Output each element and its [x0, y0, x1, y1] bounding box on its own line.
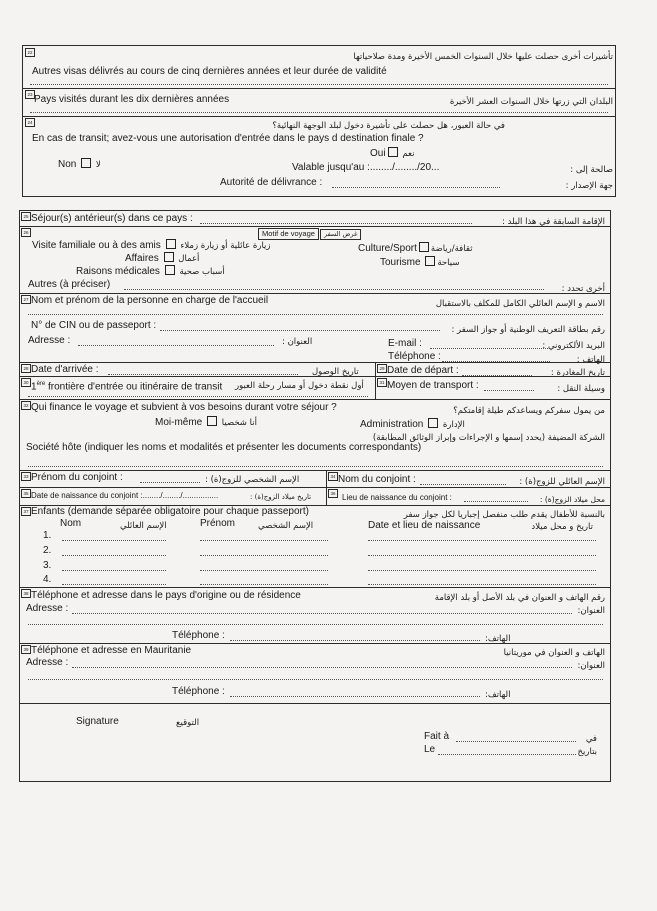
transit-question-fr: En cas de transit; avez-vous une autorisation d'entrée dans le pays d destination finale ?	[32, 133, 424, 144]
home-address-label-ar: العنوان:	[577, 606, 605, 616]
host-email-field[interactable]	[430, 348, 548, 349]
section-number-26: 26	[21, 228, 31, 237]
tourism-checkbox[interactable]	[425, 256, 435, 266]
mauritania-contact-label-ar: الهاتف و العنوان في موريتانيا	[503, 648, 605, 658]
home-address-label-fr: Adresse :	[26, 603, 69, 614]
children-col-birth-ar: تاريخ و محل ميلاد	[531, 522, 593, 532]
business-option[interactable]	[125, 252, 199, 265]
section-number-36: 36	[328, 489, 338, 498]
mauritania-phone-label-ar: الهاتف:	[485, 690, 511, 700]
valid-until-field[interactable]: Valable jusqu'au :......../......../20...	[292, 162, 440, 173]
signed-at-label-fr: Fait à	[424, 731, 450, 742]
travel-purpose-header-ar: غرض السفر	[320, 229, 361, 240]
section-number-29: 29	[377, 364, 387, 373]
home-contact-label-ar: رقم الهاتف و العنوان في بلد الأصل أو بلد الإقامة	[434, 593, 605, 603]
child-firstname-field[interactable]	[200, 555, 328, 556]
children-label-ar: بالنسبة للأطفال يقدم طلب منفصل إجباريا لكل جواز سفر	[403, 510, 605, 520]
host-name-field[interactable]	[28, 314, 603, 315]
valid-until-label-ar: صالحة إلى :	[570, 165, 613, 175]
child-name-field[interactable]	[62, 570, 166, 571]
tourism-label-ar: سياحة	[437, 258, 460, 268]
section-number-39: 39	[21, 645, 31, 654]
spouse-firstname-field[interactable]	[140, 482, 200, 483]
administration-label: Administration	[360, 419, 424, 430]
host-address-label-ar: العنوان :	[282, 337, 313, 347]
home-address-field[interactable]	[72, 613, 572, 614]
entry-border-label-fr	[31, 378, 222, 393]
child-firstname-field[interactable]	[200, 540, 328, 541]
funding-question-ar: من يمول سفركم ويساعدكم طيلة إقامتكم؟	[453, 406, 605, 416]
section-number-37: 37	[21, 507, 31, 516]
signed-at-field[interactable]	[456, 741, 576, 742]
home-phone-label-ar: الهاتف:	[485, 634, 511, 644]
culture-sport-label: Culture/Sport	[358, 243, 417, 254]
children-col-prenom-ar: الإسم الشخصي	[258, 521, 314, 531]
section-number-30: 30	[21, 378, 31, 387]
children-label-fr: Enfants (demande séparée obligatoire pour chaque passeport)	[31, 506, 309, 517]
section-number-32: 32	[21, 401, 31, 410]
countries-visited-label-ar: البلدان التي زرتها خلال السنوات العشر الأخيرة	[449, 97, 613, 107]
entry-border-label-text: frontière d'entrée ou itinéraire de transit	[45, 381, 223, 393]
child-row-number: 4.	[43, 574, 52, 585]
other-purpose-field[interactable]	[124, 289, 544, 290]
family-visit-label: Visite familiale ou à des amis	[32, 240, 161, 251]
section-number-23: 23	[25, 90, 35, 99]
signed-at-label-ar: في	[585, 734, 597, 744]
host-address-field[interactable]	[78, 345, 274, 346]
section-number-28: 28	[21, 364, 31, 373]
child-name-field[interactable]	[62, 555, 166, 556]
issuing-authority-field[interactable]	[332, 187, 500, 188]
signed-date-label-fr: Le	[424, 744, 436, 755]
administration-label-ar: الإدارة	[442, 420, 465, 430]
children-col-nom-ar: الإسم العائلي	[120, 521, 167, 531]
medical-checkbox[interactable]	[165, 265, 175, 275]
family-visit-option[interactable]	[32, 239, 271, 252]
administration-option[interactable]	[360, 418, 465, 431]
transit-no-label-ar: لا	[95, 160, 101, 170]
spouse-lastname-label-ar: الإسم العائلي للزوج(ة) :	[519, 477, 605, 487]
transit-no-checkbox[interactable]	[81, 158, 91, 168]
host-company-label-fr: Société hôte (indiquer les noms et modalités et présenter les documents correspondants)	[26, 442, 422, 453]
spouse-birthplace-label-ar: محل ميلاد الزوج(ة) :	[539, 495, 605, 504]
medical-option[interactable]	[76, 265, 225, 278]
child-row-number: 1.	[43, 530, 52, 541]
transit-yes-label-ar: نعم	[402, 149, 415, 159]
spouse-lastname-field[interactable]	[420, 484, 506, 485]
spouse-firstname-label-ar: الإسم الشخصي للزوج(ة) :	[205, 475, 300, 485]
mauritania-contact-label-fr: Téléphone et adresse en Mauritanie	[31, 645, 192, 656]
children-col-nom: Nom	[60, 518, 82, 529]
host-id-label-ar: رقم بطاقة التعريف الوطنية أو جواز السفر :	[451, 325, 605, 335]
signed-date-field[interactable]	[438, 754, 576, 755]
child-name-field[interactable]	[62, 540, 166, 541]
host-name-label-fr: Nom et prénom de la personne en charge de l'accueil	[31, 295, 269, 306]
spouse-birthplace-field[interactable]	[464, 501, 528, 502]
spouse-birthdate-label-ar: تاريخ ميلاد الزوج(ة) :	[250, 493, 312, 501]
self-funded-checkbox[interactable]	[207, 416, 217, 426]
child-birth-field[interactable]	[368, 584, 596, 585]
child-name-field[interactable]	[62, 584, 166, 585]
child-firstname-field[interactable]	[200, 584, 328, 585]
self-funded-label-ar: أنا شخصيا	[221, 418, 257, 428]
medical-label-ar: أسباب صحية	[179, 267, 225, 277]
other-visas-field[interactable]	[30, 84, 608, 85]
transport-label-fr: Moyen de transport :	[387, 380, 479, 391]
children-col-birth: Date et lieu de naissance	[368, 520, 481, 531]
section-number-25: 25	[21, 212, 31, 221]
transit-no-label: Non	[58, 159, 77, 170]
host-id-label-fr: N° de CIN ou de passeport :	[31, 320, 157, 331]
signed-date-label-ar: بتاريخ	[577, 747, 597, 757]
host-id-field[interactable]	[160, 330, 440, 331]
transport-field[interactable]	[484, 390, 534, 391]
spouse-firstname-label-fr: Prénom du conjoint :	[31, 472, 123, 483]
self-funded-option[interactable]	[155, 416, 257, 429]
family-visit-checkbox[interactable]	[166, 239, 176, 249]
home-address-field-2[interactable]	[28, 624, 603, 625]
section-number-38: 38	[21, 589, 31, 598]
entry-border-label-num: 1	[31, 381, 37, 393]
section-number-27: 27	[21, 295, 31, 304]
culture-sport-label-ar: ثقافة/رياضة	[430, 244, 473, 254]
transit-yes-checkbox[interactable]	[388, 147, 398, 157]
family-visit-label-ar: زيارة عائلية أو زيارة زملاء	[180, 241, 271, 251]
child-row-number: 2.	[43, 545, 52, 556]
host-company-field[interactable]	[28, 466, 603, 467]
host-phone-label-ar: الهاتف :	[576, 355, 605, 365]
entry-border-field[interactable]	[28, 396, 368, 397]
child-birth-field[interactable]	[368, 555, 596, 556]
culture-sport-option[interactable]	[358, 242, 473, 255]
section-number-34: 34	[328, 472, 338, 481]
host-name-label-ar: الاسم و الإسم العائلي الكامل للمكلف بالاستقبال	[435, 299, 605, 309]
arrival-date-label-fr: Date d'arrivée :	[31, 364, 99, 375]
section-number-33: 33	[21, 472, 31, 481]
arrival-date-label-ar: تاريخ الوصول	[312, 367, 359, 377]
transit-yes-option[interactable]	[370, 147, 414, 160]
tourism-label: Tourisme	[380, 257, 421, 268]
culture-sport-checkbox[interactable]	[419, 242, 429, 252]
spouse-birthdate-field[interactable]: Date de naissance du conjoint :......../......../................	[31, 491, 219, 500]
signature-label-ar: التوقيع	[176, 718, 200, 728]
business-checkbox[interactable]	[164, 252, 174, 262]
mauritania-phone-label-fr: Téléphone :	[172, 686, 225, 697]
transit-no-option[interactable]	[58, 158, 101, 171]
tourism-option[interactable]	[380, 256, 459, 269]
host-address-label-fr: Adresse :	[28, 335, 71, 346]
business-label: Affaires	[125, 253, 159, 264]
section-number-31: 31	[377, 378, 387, 387]
section-number-35: 35	[21, 489, 31, 498]
home-phone-label-fr: Téléphone :	[172, 630, 225, 641]
other-purpose-label-fr: Autres (à préciser)	[28, 279, 111, 290]
entry-border-label-ar: أول نقطة دخول أو مسار رحلة العبور	[235, 381, 364, 391]
host-email-label-fr: E-mail :	[388, 338, 422, 349]
spouse-birthplace-label-fr: Lieu de naissance du conjoint :	[342, 493, 452, 502]
spouse-lastname-label-fr: Nom du conjoint :	[338, 474, 416, 485]
mauritania-address-field[interactable]	[72, 667, 572, 668]
transit-question-ar: في حالة العبور، هل حصلت على تأشيرة دخول لبلد الوجهة النهائية؟	[272, 121, 505, 131]
funding-question-fr: Qui finance le voyage et subvient à vos besoins durant votre séjour ?	[31, 402, 337, 413]
issuing-authority-label: Autorité de délivrance :	[220, 177, 323, 188]
mauritania-address-label-ar: العنوان:	[577, 661, 605, 671]
entry-border-label-sup: ère	[36, 381, 46, 387]
host-phone-label-fr: Téléphone :	[388, 351, 441, 362]
transport-label-ar: وسيلة النقل :	[557, 384, 605, 394]
arrival-date-field[interactable]	[108, 374, 298, 375]
signature-label-fr: Signature	[76, 716, 119, 727]
home-phone-field[interactable]	[230, 640, 480, 641]
other-purpose-label-ar: أخرى تحدد :	[561, 284, 605, 294]
previous-stays-label-fr: Séjour(s) antérieur(s) dans ce pays :	[31, 213, 193, 224]
mauritania-address-field-2[interactable]	[28, 679, 603, 680]
child-row-number: 3.	[43, 560, 52, 571]
departure-date-label-fr: Date de départ :	[387, 365, 459, 376]
countries-visited-label-fr: Pays visités durant les dix dernières années	[34, 94, 230, 105]
previous-stays-field[interactable]	[200, 223, 472, 224]
other-visas-label-ar: تأشيرات أخرى حصلت عليها خلال السنوات الخمس الأخيرة ومدة صلاحياتها	[353, 52, 613, 62]
administration-checkbox[interactable]	[428, 418, 438, 428]
medical-label: Raisons médicales	[76, 266, 160, 277]
section-number-22: 22	[25, 48, 35, 57]
departure-date-label-ar: تاريخ المغادرة :	[550, 368, 605, 378]
children-col-prenom: Prénom	[200, 518, 236, 529]
mauritania-address-label-fr: Adresse :	[26, 657, 69, 668]
home-contact-label-fr: Téléphone et adresse dans le pays d'origine ou de résidence	[31, 590, 301, 601]
countries-visited-field[interactable]	[30, 112, 608, 113]
other-visas-label-fr: Autres visas délivrés au cours de cinq dernières années et leur durée de validité	[32, 66, 387, 77]
transit-yes-label: Oui	[370, 148, 386, 159]
child-birth-field[interactable]	[368, 540, 596, 541]
self-funded-label: Moi-même	[155, 417, 203, 428]
previous-stays-label-ar: الإقامة السابقة في هذا البلد :	[502, 217, 605, 227]
business-label-ar: أعمال	[178, 254, 200, 264]
host-email-label-ar: البريد الألكتروني :	[542, 341, 605, 351]
host-company-label-ar: الشركة المضيفة (يحدد إسمها و الإجراءات وإبراز الوثائق المطابقة)	[372, 433, 605, 443]
child-birth-field[interactable]	[368, 570, 596, 571]
issuing-authority-label-ar: جهة الإصدار :	[565, 181, 613, 191]
travel-purpose-header-fr: Motif de voyage	[258, 228, 319, 240]
section-number-24: 24	[25, 118, 35, 127]
child-firstname-field[interactable]	[200, 570, 328, 571]
mauritania-phone-field[interactable]	[230, 696, 480, 697]
